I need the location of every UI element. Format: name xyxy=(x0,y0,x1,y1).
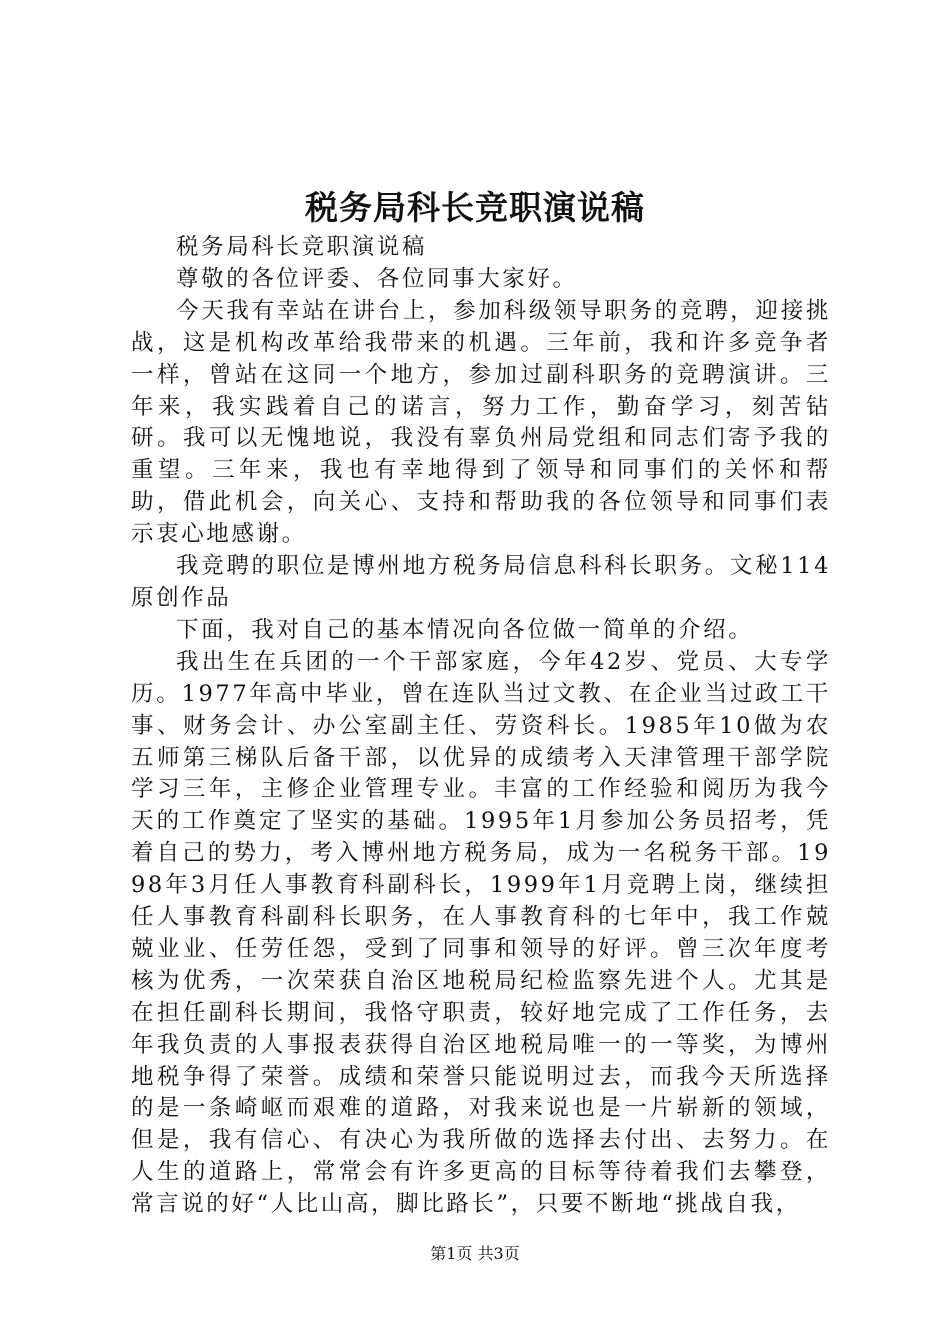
paragraph-greeting: 尊敬的各位评委、各位同事大家好。 xyxy=(176,265,578,292)
paragraph-opening: 今天我有幸站在讲台上，参加科级领导职务的竞聘，迎接挑战，这是机构改革给我带来的机遇。三年前，我和许多竞争者一样，曾站在这同一个地方，参加过副科职务的竞聘演讲。三年来，我实践着自己的诺言，努力工作，勤奋学习，刻苦钻研。我可以无愧地说，我没有辜负州局党组和同志们寄予我的重望。三年来，我也有幸地得到了领导和同事们的关怀和帮助，借此机会，向关心、支持和帮助我的各位领导和同事们表示衷心地感谢。 xyxy=(131,297,831,548)
paragraph-subtitle: 税务局科长竞职演说稿 xyxy=(176,234,428,260)
paragraph-background: 我出生在兵团的一个干部家庭，今年42岁、党员、大专学历。1977年高中毕业，曾在连队当过文教、在企业当过政工干事、财务会计、办公室副主任、劳资科长。1985年10做为农五师第三梯队后备干部，以优异的成绩考入天津管理干部学院学习三年，主修企业管理专业。丰富的工作经验和阅历为我今天的工作奠定了坚实的基础。1995年1月参加公务员招考，凭着自己的势力，考入博州地方税务局，成为一名税务干部。1998年3月任人事教育科副科长，1999年1月竞聘上岗，继续担任人事教育科副科长职务，在人事教育科的七年中，我工作兢兢业业、任劳任怨，受到了同事和领导的好评。曾三次年度考核为优秀，一次荣获自治区地税局纪检监察先进个人。尤其是在担任副科长期间，我恪守职责，较好地完成了工作任务，去年我负责的人事报表获得自治区地税局唯一的一等奖，为博州地税争得了荣誉。成绩和荣誉只能说明过去，而我今天所选择的是一条崎岖而艰难的道路，对我来说也是一片崭新的领域，但是，我有信心、有决心为我所做的选择去付出、去努力。在人生的道路上，常常会有许多更高的目标等待着我们去攀登，常言说的好“人比山高，脚比路长”，只要不断地“挑战自我， xyxy=(131,648,831,1218)
page-footer: 第1页 共3页 xyxy=(430,1244,520,1263)
document-body xyxy=(131,232,831,1221)
paragraph-intro: 下面，我对自己的基本情况向各位做一简单的介绍。 xyxy=(176,616,754,643)
paragraph-position: 我竞聘的职位是博州地方税务局信息科科长职务。文秘114原创作品 xyxy=(131,553,831,611)
document-title: 税务局科长竞职演说稿 xyxy=(305,188,645,227)
